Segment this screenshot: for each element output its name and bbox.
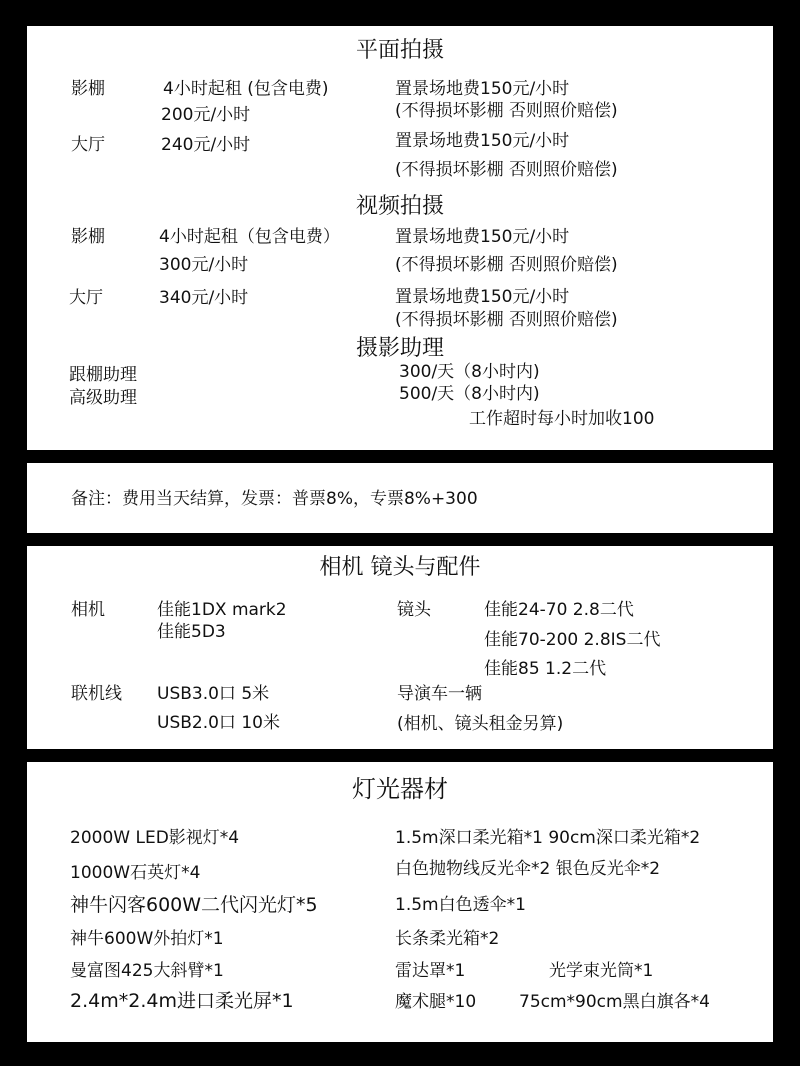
light-right-1: 1.5m深口柔光箱*1 90cm深口柔光箱*2 xyxy=(395,828,701,848)
camera-panel xyxy=(27,546,773,749)
light-left-4: 神牛600W外拍灯*1 xyxy=(70,929,224,949)
light-left-6: 2.4m*2.4m进口柔光屏*1 xyxy=(70,990,294,1012)
light-right-5: 雷达罩*1 xyxy=(395,961,466,981)
video-hall-label: 大厅 xyxy=(69,288,103,308)
flat-hall-fee: 置景场地费150元/小时 xyxy=(395,131,570,151)
video-studio-label: 影棚 xyxy=(71,227,105,247)
video-studio-rent: 4小时起租（包含电费） xyxy=(159,227,340,247)
billing-note: 备注：费用当天结算，发票：普票8%，专票8%+300 xyxy=(71,489,478,509)
follow-assistant-label: 跟棚助理 xyxy=(69,365,137,385)
flat-studio-fee: 置景场地费150元/小时 xyxy=(395,79,570,99)
light-left-1: 2000W LED影视灯*4 xyxy=(70,828,240,848)
pricing-panel xyxy=(27,26,773,450)
lights-panel xyxy=(27,762,773,1042)
lens-3: 佳能85 1.2二代 xyxy=(484,659,607,679)
flat-studio-rent: 4小时起租 (包含电费) xyxy=(163,79,329,99)
overtime-note: 工作超时每小时加收100 xyxy=(469,409,655,429)
video-studio-note: (不得损坏影棚 否则照价赔偿) xyxy=(395,255,618,275)
light-right-7: 魔术腿*10 xyxy=(395,992,477,1012)
video-studio-fee: 置景场地费150元/小时 xyxy=(395,227,570,247)
cable-label: 联机线 xyxy=(71,684,122,704)
follow-assistant-price: 300/天（8小时内) xyxy=(399,362,540,382)
lens-label: 镜头 xyxy=(397,600,431,620)
light-left-5: 曼富图425大斜臂*1 xyxy=(70,961,224,981)
lens-2: 佳能70-200 2.8IS二代 xyxy=(484,630,661,650)
video-hall-note: (不得损坏影棚 否则照价赔偿) xyxy=(395,310,618,330)
flat-hall-label: 大厅 xyxy=(71,135,105,155)
camera-label: 相机 xyxy=(71,600,105,620)
rental-note: (相机、镜头租金另算) xyxy=(397,714,564,734)
camera-2: 佳能5D3 xyxy=(157,622,226,642)
camera-1: 佳能1DX mark2 xyxy=(157,600,287,620)
flat-hall-note: (不得损坏影棚 否则照价赔偿) xyxy=(395,160,618,180)
assistant-title: 摄影助理 xyxy=(355,336,444,361)
note-panel xyxy=(27,463,773,533)
lights-title: 灯光器材 xyxy=(352,775,448,803)
light-right-2: 白色抛物线反光伞*2 银色反光伞*2 xyxy=(395,859,661,879)
light-right-4: 长条柔光箱*2 xyxy=(395,929,500,949)
lens-1: 佳能24-70 2.8二代 xyxy=(484,600,634,620)
video-shoot-title: 视频拍摄 xyxy=(355,194,444,219)
flat-studio-label: 影棚 xyxy=(71,79,105,99)
video-hall-fee: 置景场地费150元/小时 xyxy=(395,287,570,307)
light-right-8: 75cm*90cm黑白旗各*4 xyxy=(519,992,710,1012)
video-hall-price: 340元/小时 xyxy=(159,288,249,308)
light-right-3: 1.5m白色透伞*1 xyxy=(395,895,526,915)
light-left-3: 神牛闪客600W二代闪光灯*5 xyxy=(70,894,318,916)
video-studio-price: 300元/小时 xyxy=(159,255,249,275)
light-left-2: 1000W石英灯*4 xyxy=(70,863,201,883)
flat-studio-price: 200元/小时 xyxy=(161,105,251,125)
flat-shoot-title: 平面拍摄 xyxy=(355,38,444,63)
flat-studio-note: (不得损坏影棚 否则照价赔偿) xyxy=(395,101,618,121)
director-car: 导演车一辆 xyxy=(397,684,482,704)
cable-2: USB2.0口 10米 xyxy=(157,713,280,733)
senior-assistant-label: 高级助理 xyxy=(69,388,137,408)
flat-hall-price: 240元/小时 xyxy=(161,135,251,155)
camera-title: 相机 镜头与配件 xyxy=(319,555,481,580)
light-right-6: 光学束光筒*1 xyxy=(549,961,654,981)
cable-1: USB3.0口 5米 xyxy=(157,684,270,704)
senior-assistant-price: 500/天（8小时内) xyxy=(399,384,540,404)
